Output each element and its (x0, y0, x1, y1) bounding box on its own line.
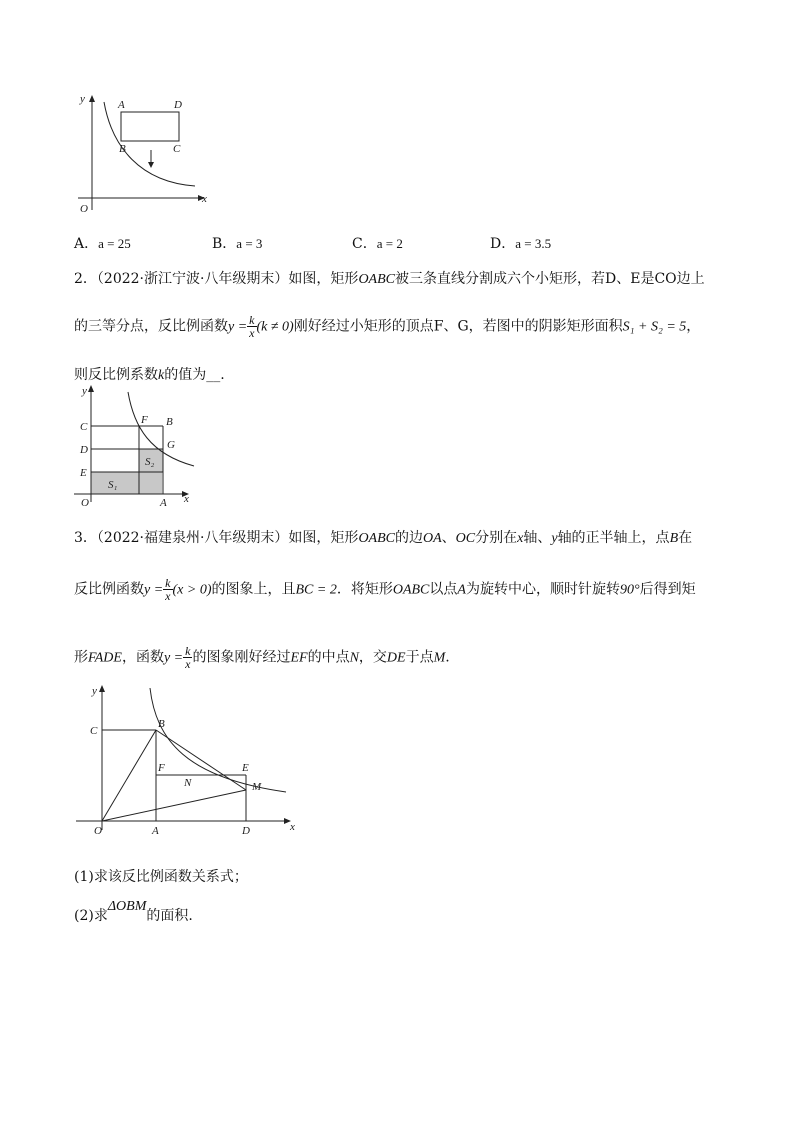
q3-t1g: 在 (678, 530, 693, 546)
q3-m2d: 90° (619, 582, 640, 598)
option-c-letter: C． (352, 236, 377, 252)
q3-t2e: 为旋转中心，顺时针旋转 (465, 581, 620, 598)
sub-question-1: (1)求该反比例函数关系式； (74, 869, 248, 885)
fig3-label-x: x (290, 821, 295, 833)
fig3-line-om (102, 790, 246, 821)
fig2-y-arrow-icon (88, 385, 94, 392)
q3-t3d: 的中点 (307, 649, 350, 666)
fig3-label-f: F (158, 762, 165, 774)
q3-t1c: 、 (441, 530, 456, 546)
q2-text-2a: 的三等分点，反比例函数 (74, 318, 228, 335)
fig2-label-e: E (80, 467, 87, 479)
fig3-label-b: B (158, 718, 165, 730)
fig2-label-c: C (80, 421, 88, 433)
fig1-label-o: O (80, 203, 88, 215)
q3-t3g: . (445, 649, 450, 666)
q3-m1c: OC (455, 531, 476, 546)
fig3-y-arrow-icon (99, 685, 105, 692)
q3-t1d: 分别在 (475, 530, 518, 546)
q2-area-sum: S₁ + S₂ = 5 (622, 319, 687, 335)
fig3-label-o: O (94, 825, 102, 837)
option-a (74, 233, 131, 253)
fig2-label-o: O (81, 497, 89, 509)
q2-math-1: OABC (358, 272, 395, 287)
fig2-label-g: G (167, 439, 175, 451)
fig1-label-d: D (174, 99, 182, 111)
q2-fraction (247, 314, 256, 339)
fig3-label-n: N (184, 777, 192, 789)
fig3-line-ob (102, 730, 156, 821)
q3-t1b: 的边 (395, 530, 423, 546)
q3-m2c: A (457, 582, 466, 598)
q3-t3f: 于点 (405, 649, 434, 666)
option-c-value: a = 2 (376, 236, 403, 251)
figure-1 (70, 92, 220, 220)
fig2-label-s2: S₂ (145, 456, 155, 468)
figure-3 (66, 680, 306, 838)
fig3-label-d: D (242, 825, 250, 837)
q3-fraction-1 (163, 577, 172, 602)
fig2-label-b: B (166, 416, 173, 428)
q3-f2-cond: (x > 0) (172, 582, 212, 598)
q3-m2b: OABC (392, 582, 430, 598)
fig2-label-d: D (80, 444, 88, 456)
fig1-label-c: C (173, 143, 181, 155)
q3-m3d: DE (386, 650, 406, 666)
q3-t2b: 的图象上，且 (211, 581, 296, 598)
q3-line-2 (74, 577, 696, 602)
fig1-label-x: x (202, 193, 207, 205)
q3-frac2-den: x (185, 657, 191, 671)
q2-text-2c: ， (686, 318, 701, 335)
q3-t2a: 反比例函数 (74, 581, 144, 598)
q3-m1d: x (517, 531, 524, 546)
option-d-value: a = 3.5 (515, 236, 552, 251)
option-c (352, 233, 403, 253)
q3-m3e: M (433, 650, 446, 666)
fig1-rectangle (121, 112, 179, 141)
q2-frac-den: x (249, 326, 255, 340)
q3-frac1-num: k (165, 576, 171, 590)
sub-question-2 (74, 895, 193, 924)
q3-t1e: 轴、 (523, 530, 552, 546)
option-a-value: a = 25 (98, 236, 131, 251)
fig3-label-y: y (92, 685, 97, 697)
fig2-label-y: y (82, 385, 87, 397)
fig2-label-x: x (184, 493, 189, 505)
q3-t2c: ．将矩形 (336, 581, 393, 598)
q2-line-1 (74, 268, 705, 288)
q3-line-1 (74, 527, 692, 547)
q2-text-1b: 被三条直线分割成六个小矩形，若D、E是CO边上 (395, 271, 705, 287)
q3-t1f: 轴的正半轴上，点 (557, 530, 670, 546)
q3-t3a: 形 (74, 649, 88, 666)
fig1-label-a: A (118, 99, 125, 111)
option-a-letter: A． (74, 236, 99, 252)
option-d-letter: D． (490, 236, 516, 252)
q3-frac2-num: k (185, 644, 191, 658)
q3-t2d: 以点 (429, 581, 458, 598)
fig2-label-s1: S₁ (108, 479, 118, 491)
q3-t3e: ，交 (358, 649, 387, 666)
q2-text-3b: 的值为__. (164, 367, 225, 383)
option-d (490, 233, 551, 253)
q2-formula-lhs: y = (228, 319, 248, 335)
fig2-label-a: A (160, 497, 167, 509)
fig1-label-b: B (119, 143, 126, 155)
q2-text-3a: 则反比例系数 (74, 367, 158, 383)
q3-t3b: ，函数 (121, 649, 164, 666)
q3-m1a: OABC (358, 531, 395, 546)
fig2-shaded-s1 (91, 472, 162, 494)
fig3-line-bm (156, 730, 246, 790)
option-b-value: a = 3 (236, 236, 263, 251)
fig1-hyperbola (104, 102, 195, 186)
option-b (212, 233, 262, 253)
sub2-triangle: ΔOBM (107, 899, 147, 914)
q3-m3c: N (349, 650, 359, 666)
q2-text-1a: 2．（2022·浙江宁波·八年级期末）如图，矩形 (74, 271, 359, 287)
q3-m3b: EF (290, 650, 308, 666)
q3-line-3 (74, 645, 450, 670)
fig3-label-c: C (90, 725, 98, 737)
q3-m3a: FADE (88, 650, 122, 666)
q3-f2-lhs: y = (144, 582, 164, 598)
fig3-label-m: M (252, 781, 262, 793)
fig1-label-y: y (80, 93, 85, 105)
q2-line-3 (74, 364, 225, 384)
q2-formula-cond: (k ≠ 0) (256, 319, 294, 335)
q3-m2a: BC = 2 (295, 582, 337, 598)
option-b-letter: B． (212, 236, 237, 252)
q3-m1e: y (551, 531, 558, 546)
q2-line-2 (74, 314, 700, 339)
q3-t2f: 后得到矩 (639, 581, 696, 598)
fig1-down-arrow-icon (148, 162, 154, 168)
fig3-label-a: A (152, 825, 159, 837)
q3-t1a: 3．（2022·福建泉州·八年级期末）如图，矩形 (74, 530, 359, 546)
fig1-y-arrow-icon (89, 95, 95, 102)
figure-2 (68, 382, 198, 510)
q2-frac-num: k (249, 313, 255, 327)
q3-f3-lhs: y = (163, 650, 184, 666)
fig3-label-e: E (242, 762, 249, 774)
q2-math-k: k (158, 368, 165, 383)
sub2-text-b: 的面积. (146, 908, 193, 924)
q2-text-2b: 刚好经过小矩形的顶点F、G，若图中的阴影矩形面积 (293, 318, 623, 335)
q3-frac1-den: x (165, 589, 171, 603)
q3-m1b: OA (423, 531, 442, 546)
q3-t3c: 的图象刚好经过 (192, 649, 291, 666)
sub2-text-a: (2)求 (74, 908, 108, 924)
fig2-label-f: F (141, 414, 148, 426)
q3-m1f: B (669, 531, 679, 546)
